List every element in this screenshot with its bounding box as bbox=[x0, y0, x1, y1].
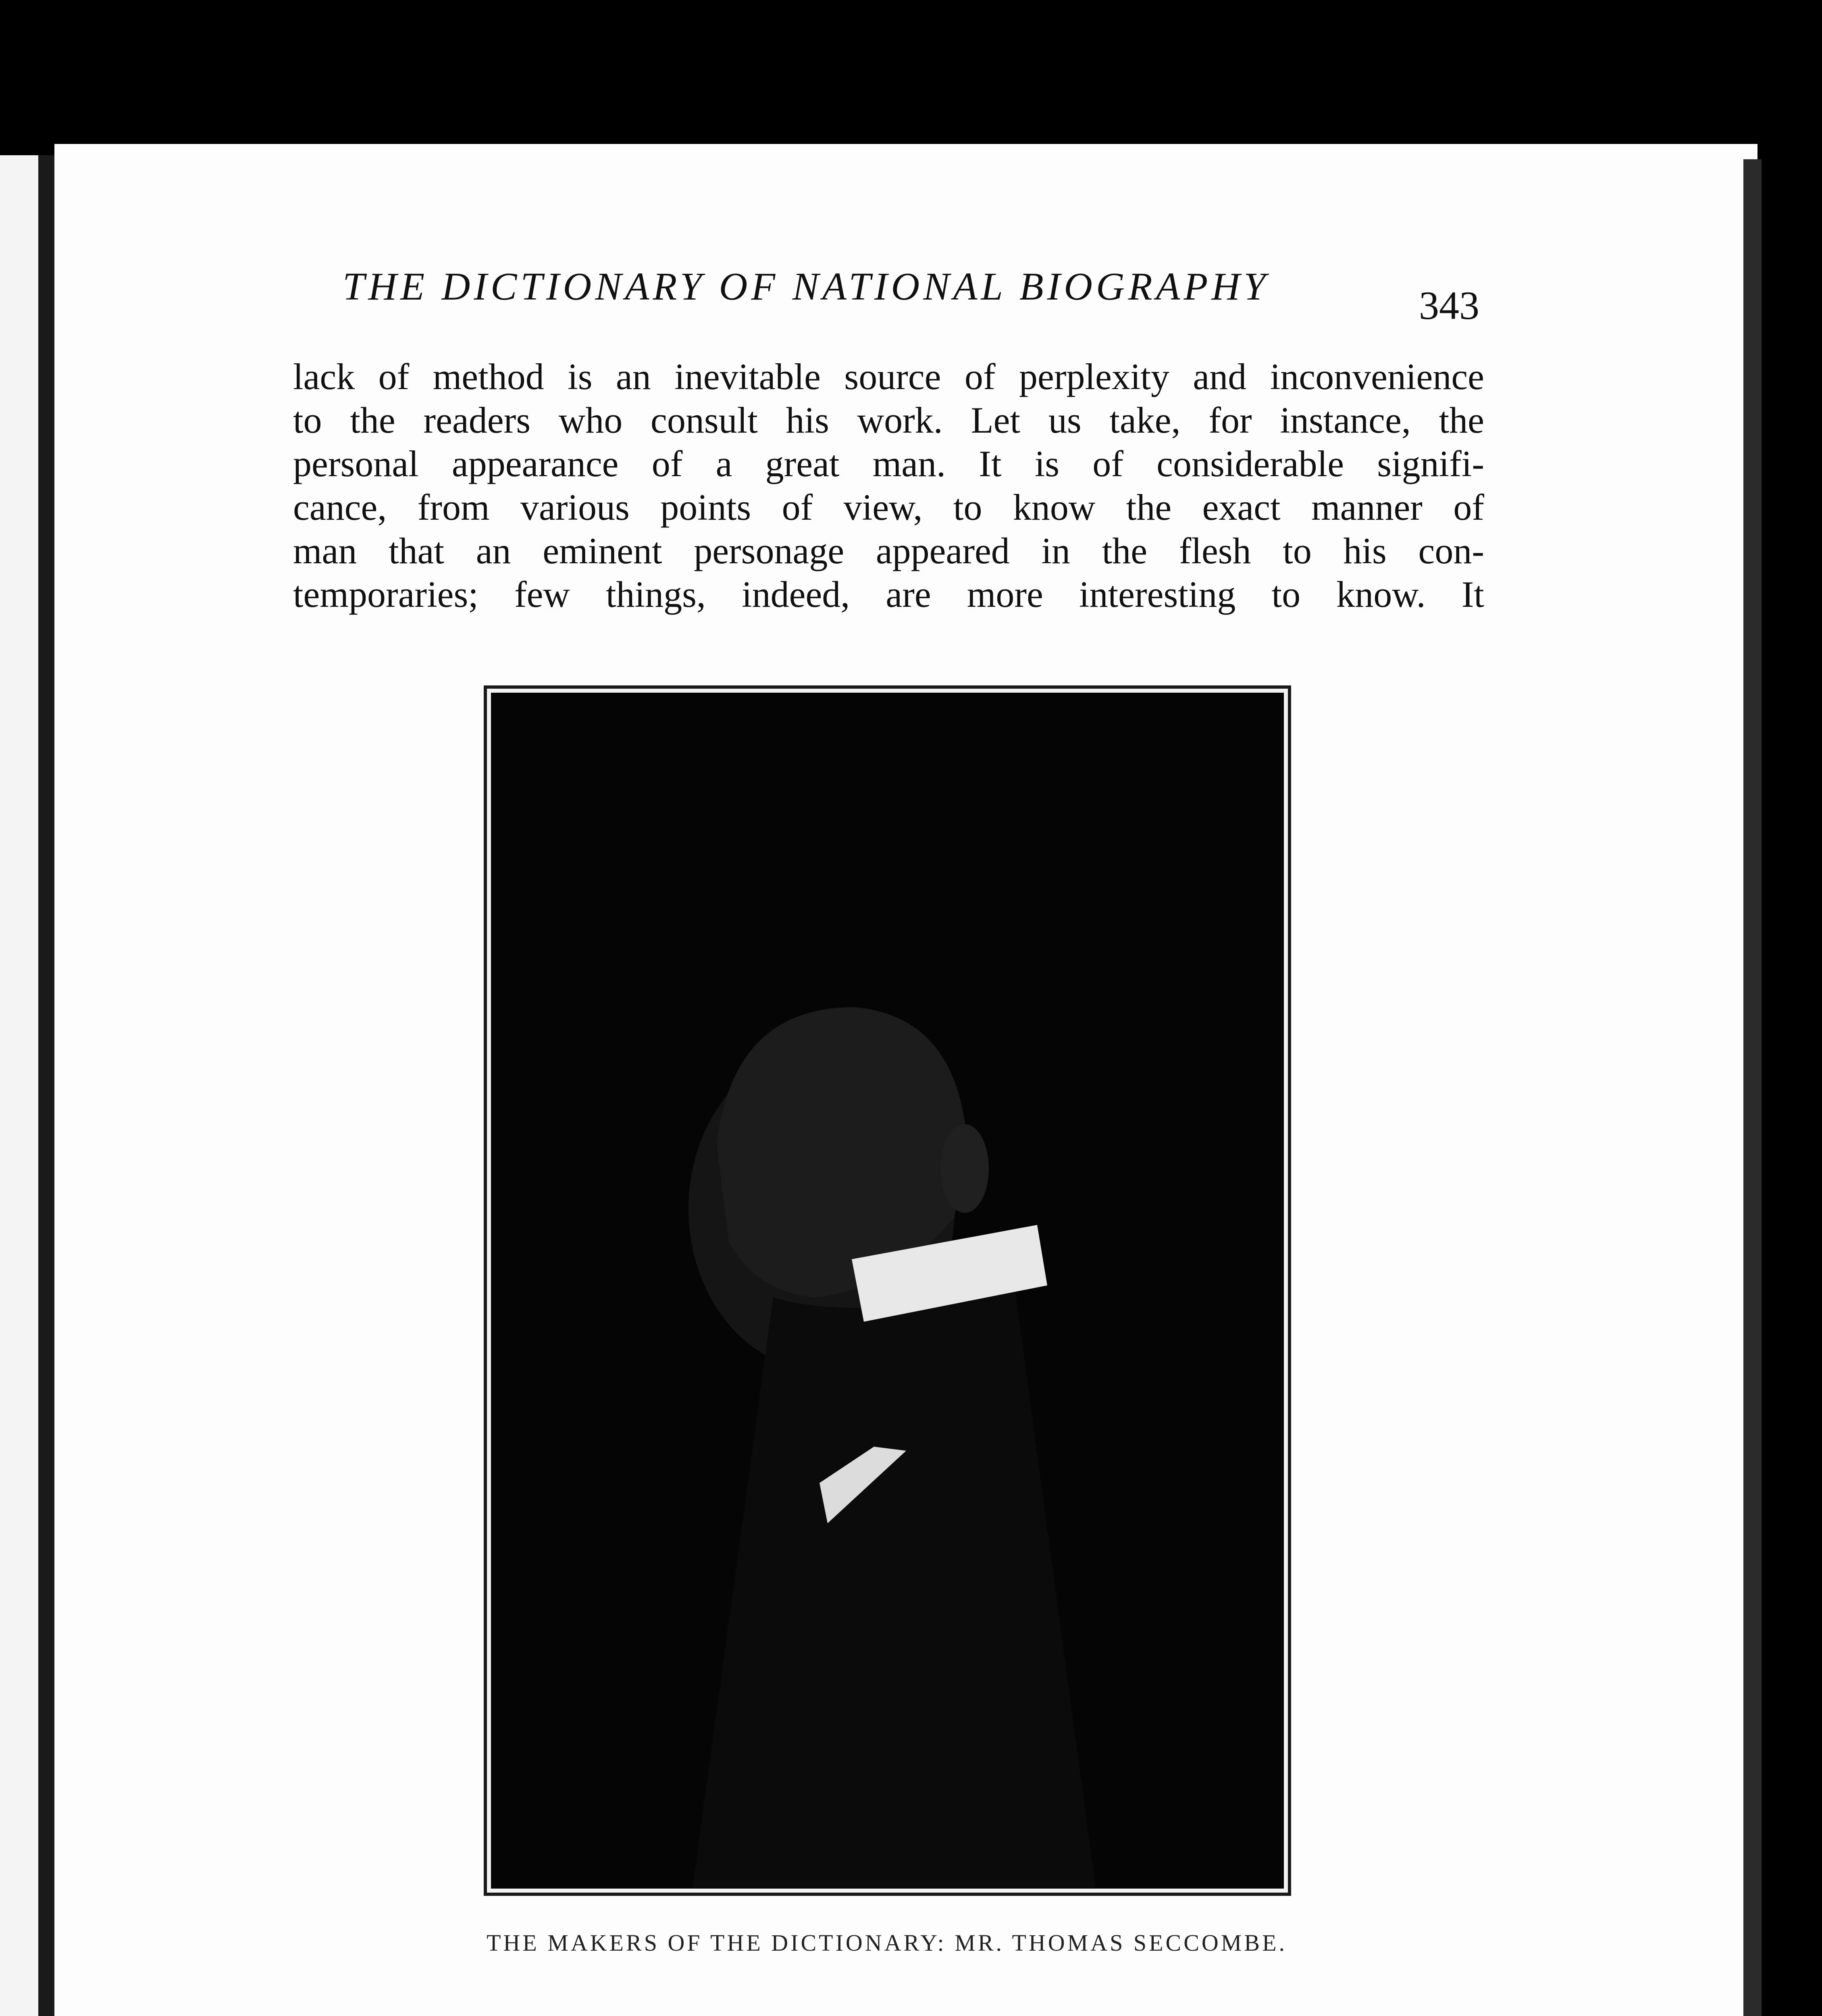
text-line: personal appearance of a great man. It is of considerable signifi- bbox=[293, 443, 1484, 484]
page-edge-shadow bbox=[1743, 159, 1762, 2016]
page-number: 343 bbox=[1419, 283, 1479, 328]
portrait-photo bbox=[491, 693, 1284, 1889]
gutter-shadow bbox=[38, 155, 56, 2016]
text-line: lack of method is an inevitable source of perplexity and inconvenience bbox=[293, 356, 1484, 397]
paragraph-top bbox=[293, 355, 1484, 616]
text-line: man that an eminent personage appeared in the flesh to his con- bbox=[293, 530, 1484, 571]
text-line: cance, from various points of view, to know the exact manner of bbox=[293, 487, 1484, 528]
text-line: to the readers who consult his work. Let us take, for instance, the bbox=[293, 400, 1484, 441]
text-line: temporaries; few things, indeed, are more interesting to know. It bbox=[293, 574, 1484, 615]
portrait-photo-frame bbox=[484, 685, 1291, 1896]
figure-caption: THE MAKERS OF THE DICTIONARY: MR. THOMAS SECCOMBE. bbox=[487, 1930, 1287, 1956]
running-title: THE DICTIONARY OF NATIONAL BIOGRAPHY bbox=[343, 265, 1269, 308]
portrait-image bbox=[491, 693, 1283, 1888]
